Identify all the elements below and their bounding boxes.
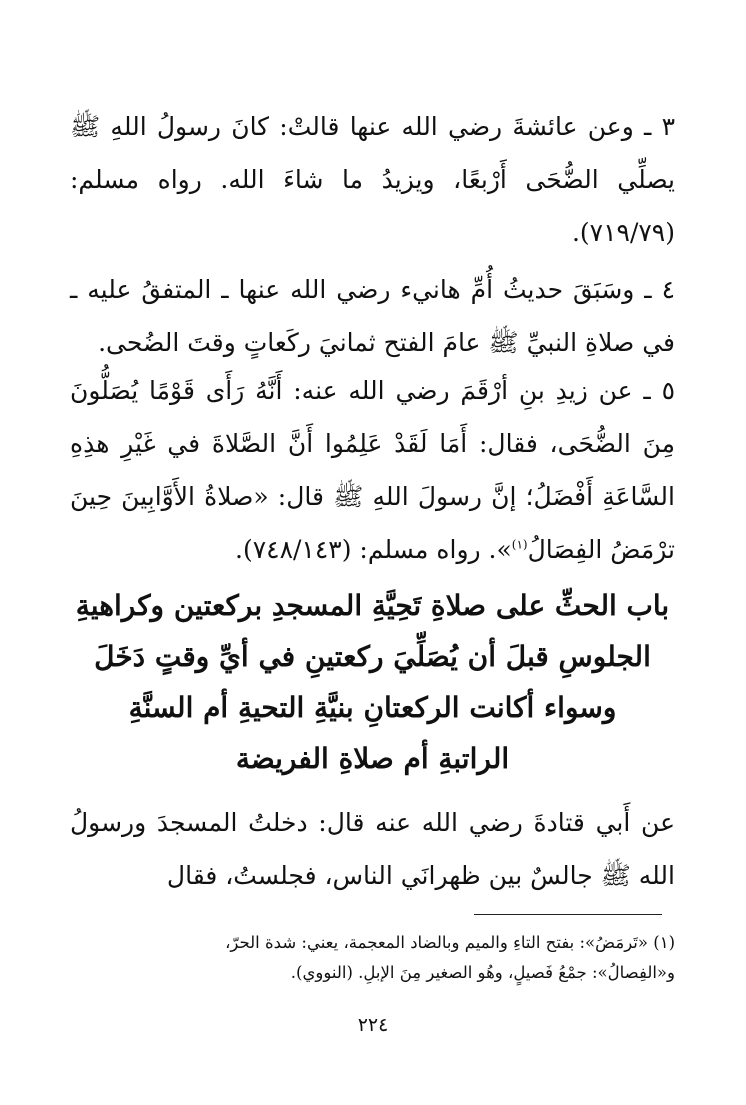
footnote-marker: (١): [511, 537, 528, 552]
chapter-heading: [70, 580, 675, 784]
hadith-text: ـ وعن عائشةَ رضي الله عنها قالتْ: كانَ رسولُ اللهِ ﷺ يصلِّي الضُّحَى أَرْبعًا، ويزيدُ ما شاءَ الله. رواه مسلم: (٧١٩/٧٩).: [70, 112, 675, 247]
hadith-text: ـ وسَبَقَ حديثُ أُمِّ هانيء رضي الله عنها ـ المتفقُ عليه ـ في صلاةِ النبيِّ ﷺ عامَ الفتح ثمانيَ ركَعاتٍ وقتَ الضُحى.: [70, 275, 675, 357]
hadith-text: ـ عن زيدِ بنِ أرْقَمَ رضي الله عنه: أَنَّهُ رَأَى قَوْمًا يُصَلُّونَ مِنَ الضُّحَى، فقال: أَمَا لَقَدْ عَلِمُوا أَنَّ الصَّلاةَ في غَيْرِ هذِهِ السَّاعَةِ أَفْضَلُ؛ إنَّ رسولَ اللهِ ﷺ قال: «صلاةُ الأَوَّابِينَ حِينَ ترْمَضُ الفِصَالُ: [70, 376, 675, 564]
hadith-5-paragraph: [70, 364, 675, 576]
footnote-line: و«الفِصالُ»: جمْعُ فَصيلٍ، وهُو الصغير مِنَ الإبلِ. (النووي).: [290, 963, 675, 982]
page-number: ٢٢٤: [357, 1014, 389, 1036]
hadith-text-end: ». رواه مسلم: (٧٤٨/١٤٣).: [235, 535, 512, 564]
hadith-text: عن أَبي قتادةَ رضي الله عنه قال: دخلتُ المسجدَ ورسولُ الله ﷺ جالسٌ بين ظهرانَي الناس، فجلستُ، فقال: [70, 808, 675, 890]
footnote-line: (١) «تَرمَضُ»: بفتح التاءِ والميم وبالضاد المعجمة، يعني: شدة الحرّ،: [225, 933, 675, 952]
hadith-number: ٤: [661, 275, 675, 304]
chapter-heading-line: باب الحثِّ على صلاةِ تَحِيَّةِ المسجدِ بركعتين وكراهيةِ: [75, 589, 670, 622]
hadith-6-paragraph: [70, 796, 675, 902]
hadith-3-paragraph: [70, 100, 675, 259]
chapter-heading-line: الراتبةِ أم صلاةِ الفريضة: [235, 742, 510, 775]
chapter-heading-line: وسواء أكانت الركعتانِ بنيَّةِ التحيةِ أم السنَّةِ: [128, 691, 617, 724]
hadith-number: ٣: [661, 112, 675, 141]
hadith-number: ٥: [661, 376, 675, 405]
footnote-divider: [474, 914, 662, 915]
chapter-heading-line: الجلوسِ قبلَ أن يُصَلِّيَ ركعتينِ في أيِّ وقتٍ دَخَلَ: [94, 640, 651, 673]
footnote: [70, 928, 675, 988]
hadith-4-paragraph: [70, 263, 675, 369]
